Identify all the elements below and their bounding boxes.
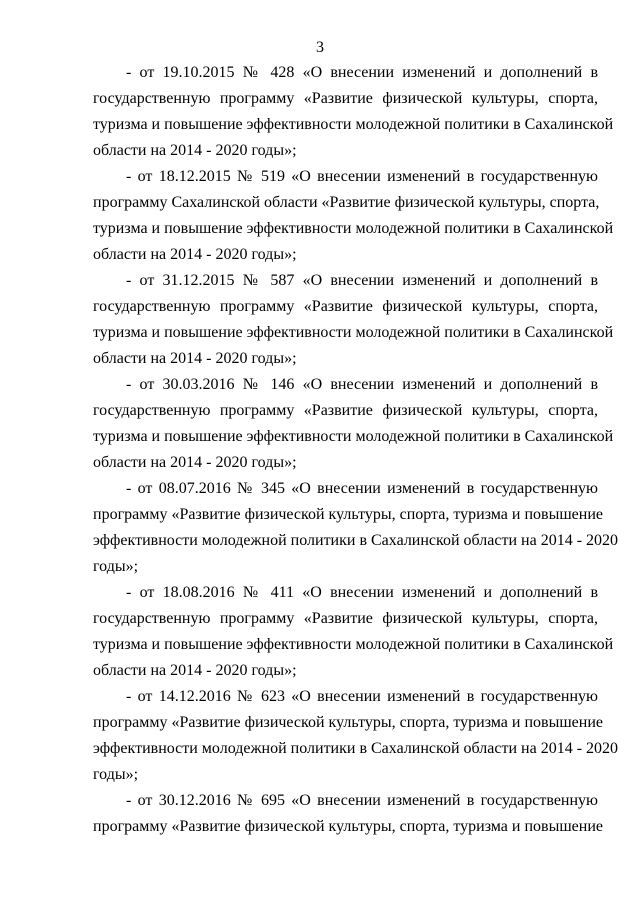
amendment-line: программу «Развитие физической культуры, спорта, туризма и повышение <box>93 714 603 731</box>
amendment-item <box>93 476 619 580</box>
amendment-line: - от 30.03.2016 № 146 «О внесении изменений и дополнений в <box>126 376 598 393</box>
amendment-line: программу Сахалинской области «Развитие физической культуры, спорта, <box>93 194 600 211</box>
amendment-line: - от 14.12.2016 № 623 «О внесении изменений в государственную <box>126 688 598 705</box>
amendment-line: - от 18.08.2016 № 411 «О внесении изменений и дополнений в <box>126 584 598 601</box>
amendment-line: области на 2014 - 2020 годы»; <box>93 454 297 471</box>
amendment-line: программу «Развитие физической культуры, спорта, туризма и повышение <box>93 506 603 523</box>
amendment-line: государственную программу «Развитие физической культуры, спорта, <box>93 402 598 419</box>
amendments-list <box>93 60 619 840</box>
amendment-line: туризма и повышение эффективности молодежной политики в Сахалинской <box>93 324 614 341</box>
amendment-line: - от 19.10.2015 № 428 «О внесении изменений и дополнений в <box>126 64 598 81</box>
amendment-line: туризма и повышение эффективности молодежной политики в Сахалинской <box>93 116 614 133</box>
amendment-line: - от 31.12.2015 № 587 «О внесении изменений и дополнений в <box>126 272 598 289</box>
amendment-line: эффективности молодежной политики в Сахалинской области на 2014 - 2020 <box>93 740 619 757</box>
amendment-item <box>93 580 614 684</box>
amendment-line: эффективности молодежной политики в Сахалинской области на 2014 - 2020 <box>93 532 619 549</box>
amendment-item <box>93 788 603 840</box>
amendment-line: области на 2014 - 2020 годы»; <box>93 142 297 159</box>
amendment-line: - от 08.07.2016 № 345 «О внесении изменений в государственную <box>126 480 598 497</box>
amendment-line: области на 2014 - 2020 годы»; <box>93 662 297 679</box>
amendment-line: государственную программу «Развитие физической культуры, спорта, <box>93 90 598 107</box>
amendment-item <box>93 268 614 372</box>
amendment-line: области на 2014 - 2020 годы»; <box>93 246 297 263</box>
amendment-line: области на 2014 - 2020 годы»; <box>93 350 297 367</box>
amendment-line: государственную программу «Развитие физической культуры, спорта, <box>93 298 598 315</box>
amendment-item <box>93 164 614 268</box>
amendment-item <box>93 684 619 788</box>
amendment-line: - от 30.12.2016 № 695 «О внесении изменений в государственную <box>126 792 598 809</box>
amendment-line: - от 18.12.2015 № 519 «О внесении изменений в государственную <box>126 168 598 185</box>
amendment-line: государственную программу «Развитие физической культуры, спорта, <box>93 610 598 627</box>
amendment-line: туризма и повышение эффективности молодежной политики в Сахалинской <box>93 636 614 653</box>
page-number: 3 <box>316 39 324 56</box>
amendment-item <box>93 60 614 164</box>
amendment-line: туризма и повышение эффективности молодежной политики в Сахалинской <box>93 220 614 237</box>
amendment-line: туризма и повышение эффективности молодежной политики в Сахалинской <box>93 428 614 445</box>
amendment-line: годы»; <box>93 558 139 575</box>
amendment-line: программу «Развитие физической культуры, спорта, туризма и повышение <box>93 818 603 835</box>
amendment-line: годы»; <box>93 766 139 783</box>
amendment-item <box>93 372 614 476</box>
